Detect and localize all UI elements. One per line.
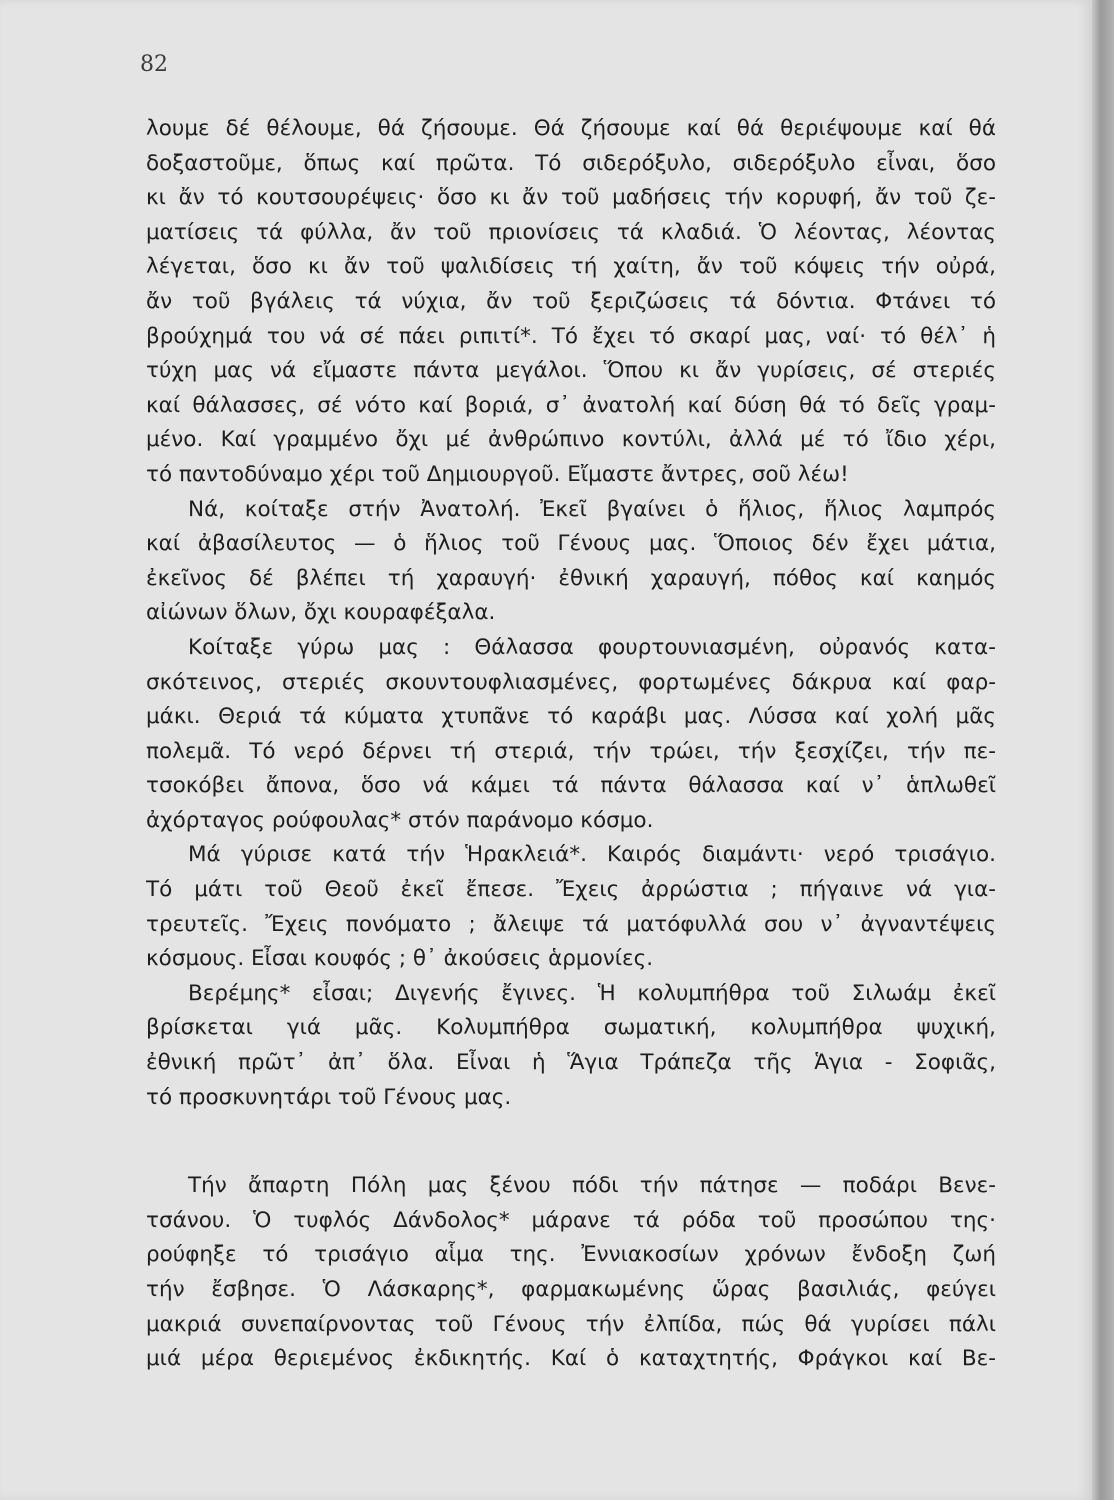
text-line: Κοίταξε γύρω μας : Θάλασσα φουρτουνιασμένη, οὐρανός κατα-: [188, 634, 996, 660]
section-two: [146, 1169, 996, 1377]
text-line: λέγεται, ὅσο κι ἄν τοῦ ψαλιδίσεις τή χαίτη, ἄν τοῦ κόψεις τήν οὐρά,: [146, 254, 996, 280]
text-line: πολεμᾶ. Τό νερό δέρνει τή στεριά, τήν τρώει, τήν ξεσχίζει, τήν πε-: [146, 738, 996, 764]
text-line: βρούχημά του νά σέ πάει ριπιτί*. Τό ἔχει τό σκαρί μας, ναί· τό θέλ᾿ ἡ: [146, 323, 996, 349]
text-line: Τήν ἄπαρτη Πόλη μας ξένου πόδι τήν πάτησε — ποδάρι Βενε-: [188, 1173, 996, 1199]
text-line: τσοκόβει ἄπονα, ὅσο νά κάμει τά πάντα θάλασσα καί ν᾿ ἁπλωθεῖ: [146, 773, 996, 799]
text-line: καί θάλασσες, σέ νότο καί βοριά, σ᾿ ἀνατολή καί δύση θά τό δεῖς γραμ-: [146, 392, 996, 418]
text-line: Νά, κοίταξε στήν Ἀνατολή. Ἐκεῖ βγαίνει ὁ ἥλιος, ἥλιος λαμπρός: [188, 496, 996, 522]
text-line: ματίσεις τά φύλλα, ἄν τοῦ πριονίσεις τά κλαδιά. Ὁ λέοντας, λέοντας: [146, 219, 996, 245]
text-line: σκότεινος, στεριές σκουντουφλιασμένες, φορτωμένες δάκρυα καί φαρ-: [146, 669, 996, 695]
section-one: [146, 112, 996, 1115]
text-line: λουμε δέ θέλουμε, θά ζήσουμε. Θά ζήσουμε καί θά θεριέψουμε καί θά: [146, 116, 996, 141]
text-line: μένο. Καί γραμμένο ὄχι μέ ἀνθρώπινο κοντύλι, ἀλλά μέ τό ἴδιο χέρι,: [146, 427, 996, 453]
page-number: 82: [140, 52, 168, 77]
text-line: κι ἄν τό κουτσουρέψεις· ὅσο κι ἄν τοῦ μαδήσεις τήν κορυφή, ἄν τοῦ ζε-: [146, 185, 996, 211]
section-break: [146, 1115, 996, 1169]
text-line: τύχη μας νά εἴμαστε πάντα μεγάλοι. Ὅπου κι ἄν γυρίσεις, σέ στεριές: [146, 358, 996, 384]
text-line: δοξαστοῦμε, ὅπως καί πρῶτα. Τό σιδερόξυλο, σιδερόξυλο εἶναι, ὅσο: [146, 150, 996, 176]
text-line: καί ἀβασίλευτος — ὁ ἥλιος τοῦ Γένους μας. Ὅποιος δέν ἔχει μάτια,: [146, 531, 996, 557]
text-line: ἀχόρταγος ρούφουλας* στόν παράνομο κόσμο.: [146, 807, 654, 833]
text-line: ἐθνική πρῶτ᾿ ἀπ᾿ ὅλα. Εἶναι ἡ Ἅγια Τράπεζα τῆς Ἁγια - Σοφιᾶς,: [146, 1050, 996, 1076]
text-line: κόσμους. Εἶσαι κουφός ; θ᾿ ἀκούσεις ἁρμονίες.: [146, 946, 654, 972]
next-page-edge: [1092, 0, 1114, 1500]
text-line: βρίσκεται γιά μᾶς. Κολυμπήθρα σωματική, κολυμπήθρα ψυχική,: [146, 1015, 996, 1041]
text-line: Τό μάτι τοῦ Θεοῦ ἐκεῖ ἔπεσε. Ἔχεις ἀρρώστια ; πήγαινε νά για-: [146, 877, 996, 903]
text-line: αἰώνων ὅλων, ὄχι κουραφέξαλα.: [146, 600, 496, 626]
text-line: Βερέμης* εἶσαι; Διγενής ἔγινες. Ἡ κολυμπήθρα τοῦ Σιλωάμ ἐκεῖ: [188, 980, 996, 1006]
text-line: τό παντοδύναμο χέρι τοῦ Δημιουργοῦ. Εἴμαστε ἄντρες, σοῦ λέω!: [146, 461, 849, 487]
text-line: ρούφηξε τό τρισάγιο αἷμα της. Ἐννιακοσίων χρόνων ἔνδοξη ζωή: [146, 1242, 996, 1268]
body-text: [146, 112, 996, 1377]
text-line: ἄν τοῦ βγάλεις τά νύχια, ἄν τοῦ ξεριζώσεις τά δόντια. Φτάνει τό: [146, 288, 996, 314]
text-line: τήν ἔσβησε. Ὁ Λάσκαρης*, φαρμακωμένης ὥρας βασιλιάς, φεύγει: [146, 1277, 996, 1302]
text-line: Μά γύρισε κατά τήν Ἡρακλειά*. Καιρός διαμάντι· νερό τρισάγιο.: [188, 842, 996, 868]
text-line: μακριά συνεπαίρνοντας τοῦ Γένους τήν ἐλπίδα, πώς θά γυρίσει πάλι: [146, 1311, 996, 1337]
text-line: τσάνου. Ὁ τυφλός Δάνδολος* μάρανε τά ρόδα τοῦ προσώπου της·: [146, 1207, 996, 1233]
text-line: ἐκεῖνος δέ βλέπει τή χαραυγή· ἐθνική χαραυγή, πόθος καί καημός: [146, 565, 996, 591]
text-line: τό προσκυνητάρι τοῦ Γένους μας.: [146, 1084, 512, 1110]
text-line: τρευτεῖς. Ἔχεις πονόματο ; ἄλειψε τά ματόφυλλά σου ν᾿ ἀγναντέψεις: [146, 911, 996, 937]
text-line: μιά μέρα θεριεμένος ἐκδικητής. Καί ὁ καταχτητής, Φράγκοι καί Βε-: [146, 1346, 996, 1372]
text-line: μάκι. Θεριά τά κύματα χτυπᾶνε τό καράβι μας. Λύσσα καί χολή μᾶς: [146, 704, 996, 730]
